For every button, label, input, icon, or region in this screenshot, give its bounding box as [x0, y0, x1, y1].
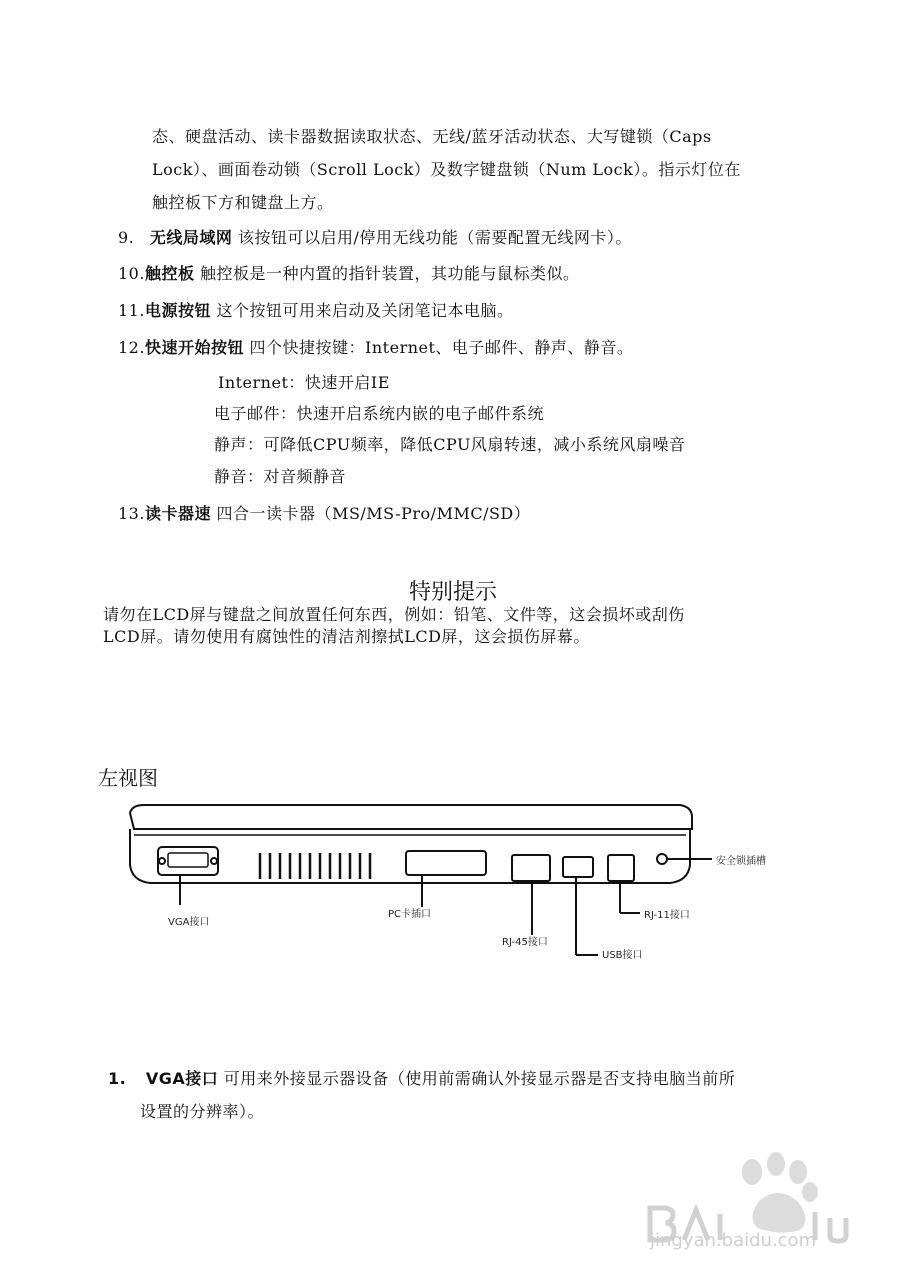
item-number: 11. [118, 301, 145, 320]
item-number: 13. [118, 504, 145, 523]
list-item-10 [118, 264, 580, 284]
vga-port-label: VGA接口 [168, 917, 210, 928]
item-label: 读卡器速 [144, 504, 211, 523]
quick-key-silent: 静声：可降低CPU频率，降低CPU风扇转速，减小系统风扇噪音 [214, 435, 686, 454]
quick-key-mute: 静音：对音频静音 [214, 467, 347, 486]
item-text: 可用来外接显示器设备（使用前需确认外接显示器是否支持电脑当前所 [218, 1069, 736, 1088]
pc-card-slot-label: PC卡插口 [388, 909, 432, 920]
intro-line-2: Lock）、画面卷动锁（Scroll Lock）及数字键盘锁（Num Lock）。指示灯位在 [152, 160, 741, 179]
item-text: 四合一读卡器（MS/MS-Pro/MMC/SD） [210, 504, 531, 523]
item-text: 该按钮可以启用/停用无线功能（需要配置无线网卡）。 [232, 228, 632, 247]
rj11-port-label: RJ-11接口 [644, 910, 690, 921]
list-item-11 [118, 301, 514, 321]
rj45-port-label: RJ-45接口 [502, 937, 548, 948]
laptop-side-illustration [120, 795, 820, 970]
quick-key-email: 电子邮件：快速开启系统内嵌的电子邮件系统 [214, 404, 545, 423]
item-label: 触控板 [144, 264, 195, 283]
item-number: 12. [118, 338, 145, 357]
item-label: 无线局域网 [149, 228, 233, 247]
list-item-1-continuation: 设置的分辨率）。 [140, 1102, 265, 1121]
list-item-12 [118, 338, 633, 358]
item-label: VGA接口 [145, 1069, 219, 1088]
quick-key-internet: Internet：快速开启IE [218, 373, 390, 392]
notice-title: 特别提示 [408, 580, 497, 605]
item-text: 四个快捷按键：Internet、电子邮件、静声、静音。 [243, 338, 634, 357]
item-number: 10. [118, 264, 145, 283]
intro-line-3: 触控板下方和键盘上方。 [152, 193, 334, 212]
usb-port-label: USB接口 [602, 950, 643, 961]
watermark-url: jingyan.baidu.com [650, 1230, 817, 1251]
notice-line-1: 请勿在LCD屏与键盘之间放置任何东西，例如：铅笔、文件等，这会损坏或刮伤 [103, 605, 685, 624]
item-label: 电源按钮 [144, 301, 211, 320]
intro-line-1: 态、硬盘活动、读卡器数据读取状态、无线/蓝牙活动状态、大写键锁（Caps [152, 127, 712, 146]
list-item-9 [118, 228, 632, 248]
security-lock-label: 安全锁插槽 [716, 856, 766, 867]
item-label: 快速开始按钮 [144, 338, 244, 357]
item-number: 1. [108, 1069, 127, 1088]
list-item-13 [118, 504, 530, 524]
left-view-figure [120, 795, 820, 970]
item-number: 9. [118, 228, 135, 247]
item-text: 这个按钮可用来启动及关闭笔记本电脑。 [210, 301, 514, 320]
list-item-1 [108, 1069, 735, 1089]
left-view-heading: 左视图 [98, 766, 158, 790]
item-text: 触控板是一种内置的指针装置，其功能与鼠标类似。 [194, 264, 580, 283]
notice-line-2: LCD屏。请勿使用有腐蚀性的清洁剂擦拭LCD屏，这会损伤屏幕。 [103, 627, 590, 646]
